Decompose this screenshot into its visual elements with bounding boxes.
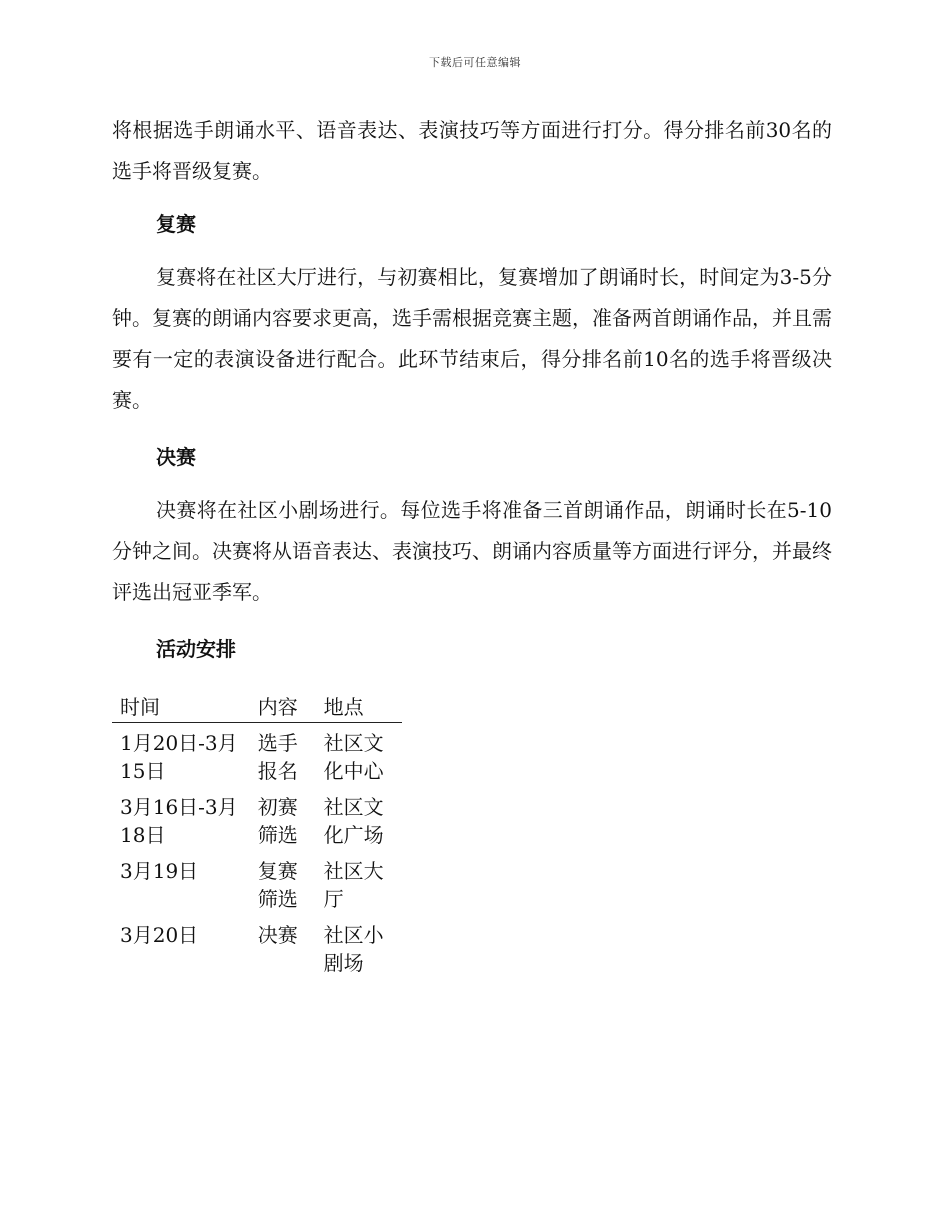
cell-time: 3月19日 bbox=[120, 859, 199, 883]
column-header-time: 时间 bbox=[112, 692, 250, 723]
column-header-place: 地点 bbox=[316, 692, 402, 723]
cell-content: 复赛筛选 bbox=[257, 859, 298, 911]
cell-place: 社区文化中心 bbox=[323, 731, 384, 783]
cell-content: 选手报名 bbox=[257, 731, 298, 783]
schedule-table bbox=[112, 692, 402, 981]
cell-time: 1月20日-3月15日 bbox=[120, 731, 238, 783]
cell-time: 3月16日-3月18日 bbox=[120, 795, 238, 847]
cell-place: 社区文化广场 bbox=[323, 795, 384, 847]
column-header-content: 内容 bbox=[250, 692, 316, 723]
schedule-header-row bbox=[112, 692, 402, 723]
document-body bbox=[112, 110, 832, 981]
cell-place: 社区小剧场 bbox=[323, 923, 384, 975]
semifinal-paragraph: 复赛将在社区大厅进行，与初赛相比，复赛增加了朗诵时长，时间定为3-5分钟。复赛的朗诵内容要求更高，选手需根据竞赛主题，准备两首朗诵作品，并且需要有一定的表演设备进行配合。此环节结束后，得分排名前10名的选手将晋级决赛。 bbox=[112, 265, 832, 412]
cell-content: 决赛 bbox=[257, 923, 298, 947]
table-row bbox=[112, 789, 402, 853]
final-paragraph: 决赛将在社区小剧场进行。每位选手将准备三首朗诵作品，朗诵时长在5-10分钟之间。决赛将从语音表达、表演技巧、朗诵内容质量等方面进行评分，并最终评选出冠亚季军。 bbox=[112, 498, 832, 604]
table-row bbox=[112, 723, 402, 790]
cell-time: 3月20日 bbox=[120, 923, 199, 947]
table-row bbox=[112, 853, 402, 917]
intro-paragraph: 将根据选手朗诵水平、语音表达、表演技巧等方面进行打分。得分排名前30名的选手将晋级复赛。 bbox=[112, 118, 832, 183]
schedule-heading: 活动安排 bbox=[156, 637, 236, 661]
table-row bbox=[112, 917, 402, 981]
cell-content: 初赛筛选 bbox=[257, 795, 298, 847]
semifinal-heading: 复赛 bbox=[156, 212, 196, 236]
cell-place: 社区大厅 bbox=[323, 859, 384, 911]
page-header: 下载后可任意编辑 bbox=[429, 56, 521, 69]
final-heading: 决赛 bbox=[156, 445, 196, 469]
